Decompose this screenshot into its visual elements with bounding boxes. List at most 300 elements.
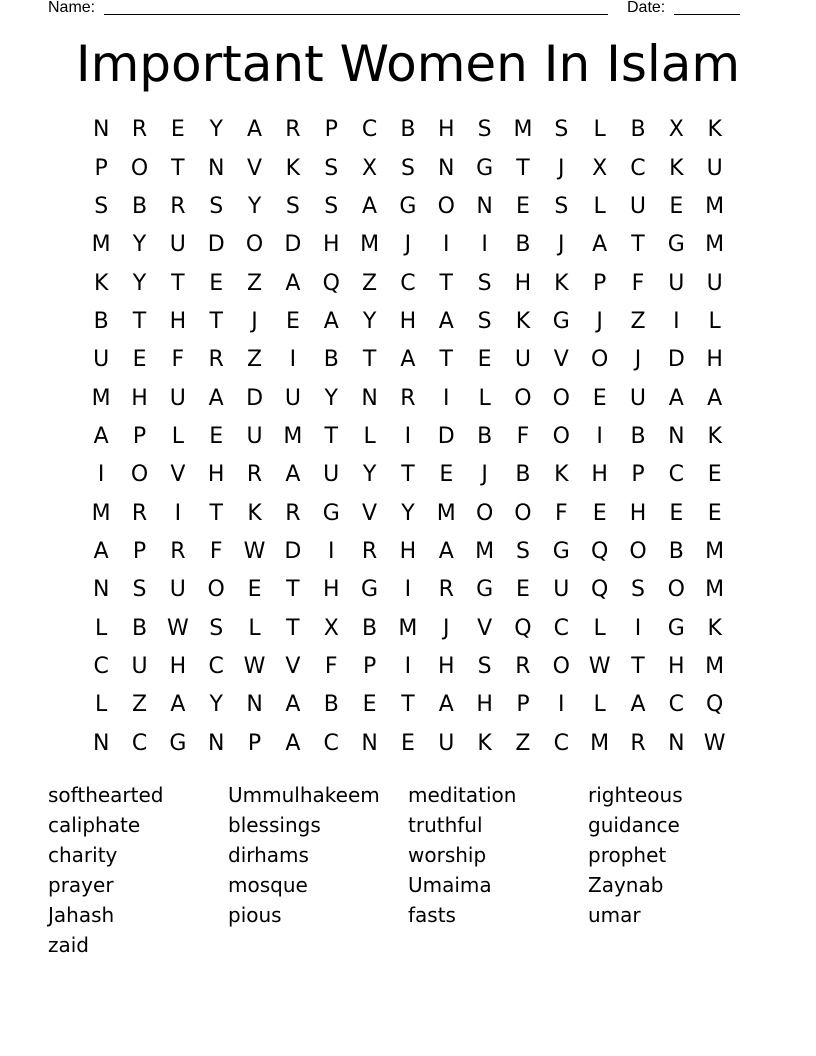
letter-grid xyxy=(82,111,734,763)
grid-letter: O xyxy=(130,462,149,488)
page-title: Important Women In Islam xyxy=(75,35,741,93)
grid-letter: U xyxy=(706,155,723,181)
grid-letter: H xyxy=(437,117,455,143)
grid-letter: X xyxy=(362,155,378,181)
grid-letter: B xyxy=(515,232,531,258)
grid-letter: N xyxy=(668,730,685,756)
grid-letter: U xyxy=(246,423,263,449)
word-list-item: prayer xyxy=(48,873,114,897)
grid-letter: M xyxy=(398,615,418,641)
grid-letter: T xyxy=(631,653,645,679)
grid-letter: P xyxy=(593,270,607,296)
grid-letter: R xyxy=(438,577,454,603)
grid-letter: L xyxy=(593,615,606,641)
grid-letter: T xyxy=(631,232,645,258)
grid-letter: N xyxy=(92,577,110,603)
word-list-item: worship xyxy=(408,843,487,867)
grid-letter: G xyxy=(399,193,417,219)
grid-letter: R xyxy=(400,385,416,411)
grid-letter: C xyxy=(553,615,569,641)
grid-letter: O xyxy=(590,347,609,373)
grid-letter: Y xyxy=(401,500,415,526)
grid-letter: U xyxy=(706,270,723,296)
grid-letter: O xyxy=(437,193,455,219)
grid-letter: H xyxy=(591,462,608,488)
grid-letter: C xyxy=(630,155,646,181)
grid-letter: O xyxy=(475,500,494,526)
grid-letter: C xyxy=(208,653,224,679)
grid-letter: H xyxy=(476,692,493,718)
grid-letter: R xyxy=(131,500,148,526)
grid-letter: G xyxy=(169,730,187,756)
grid-letter: A xyxy=(668,385,684,411)
grid-letter: U xyxy=(629,193,647,219)
grid-letter: C xyxy=(553,730,569,756)
grid-letter: Z xyxy=(630,308,646,334)
grid-letter: I xyxy=(97,462,105,488)
grid-letter: M xyxy=(705,653,725,679)
word-list-item: guidance xyxy=(588,813,680,837)
grid-letter: M xyxy=(360,232,380,258)
grid-letter: I xyxy=(634,615,642,641)
grid-letter: V xyxy=(170,462,186,488)
grid-letter: K xyxy=(707,117,722,143)
grid-letter: C xyxy=(361,117,378,143)
grid-letter: T xyxy=(171,270,185,296)
grid-letter: J xyxy=(596,308,603,334)
grid-letter: N xyxy=(361,730,378,756)
grid-letter: Z xyxy=(247,347,263,373)
grid-letter: E xyxy=(669,500,684,526)
grid-letter: T xyxy=(286,577,300,603)
grid-letter: C xyxy=(400,270,416,296)
grid-letter: K xyxy=(554,462,569,488)
grid-letter: L xyxy=(478,385,491,411)
grid-letter: S xyxy=(515,538,530,564)
grid-letter: F xyxy=(171,347,185,373)
grid-letter: A xyxy=(285,462,301,488)
grid-letter: R xyxy=(361,538,378,564)
grid-letter: Z xyxy=(131,692,148,718)
grid-letter: S xyxy=(477,117,492,143)
grid-letter: H xyxy=(207,462,225,488)
word-list-item: dirhams xyxy=(228,843,309,867)
grid-letter: S xyxy=(477,270,492,296)
grid-letter: I xyxy=(174,500,182,526)
grid-letter: U xyxy=(169,232,186,258)
word-list-item: Jahash xyxy=(48,903,115,927)
grid-letter: H xyxy=(322,232,340,258)
grid-letter: Y xyxy=(324,385,338,411)
grid-letter: B xyxy=(515,462,531,488)
grid-letter: D xyxy=(207,232,225,258)
grid-letter: A xyxy=(438,538,454,564)
grid-letter: J xyxy=(634,347,642,373)
grid-letter: P xyxy=(247,730,262,756)
grid-letter: C xyxy=(668,462,685,488)
grid-letter: D xyxy=(284,538,302,564)
grid-letter: L xyxy=(363,423,376,449)
grid-letter: W xyxy=(166,615,189,641)
grid-letter: N xyxy=(476,193,493,219)
grid-letter: O xyxy=(514,385,532,411)
grid-letter: J xyxy=(558,155,565,181)
grid-letter: N xyxy=(361,385,378,411)
word-list xyxy=(48,780,768,960)
grid-letter: W xyxy=(588,653,611,679)
grid-letter: V xyxy=(362,500,378,526)
grid-letter: I xyxy=(327,538,335,564)
word-list-item: charity xyxy=(48,843,118,867)
grid-letter: W xyxy=(243,653,266,679)
grid-letter: M xyxy=(705,232,725,258)
grid-letter: E xyxy=(516,577,530,603)
grid-letter: O xyxy=(552,653,570,679)
grid-letter: I xyxy=(289,347,297,373)
grid-letter: T xyxy=(171,155,185,181)
grid-letter: H xyxy=(399,308,417,334)
grid-letter: T xyxy=(286,615,300,641)
grid-letter: F xyxy=(516,423,530,449)
grid-letter: V xyxy=(285,653,301,679)
grid-letter: B xyxy=(131,615,148,641)
grid-letter: U xyxy=(323,462,340,488)
grid-letter: H xyxy=(668,653,685,679)
grid-letter: U xyxy=(668,270,685,296)
grid-letter: G xyxy=(552,538,570,564)
grid-letter: O xyxy=(667,577,685,603)
grid-letter: L xyxy=(95,615,108,641)
grid-letter: A xyxy=(285,730,301,756)
grid-letter: P xyxy=(516,692,530,718)
grid-letter: Z xyxy=(362,270,378,296)
grid-letter: N xyxy=(438,155,455,181)
grid-letter: O xyxy=(552,385,570,411)
grid-letter: L xyxy=(593,193,606,219)
grid-letter: A xyxy=(400,347,416,373)
date-field-line xyxy=(674,0,740,15)
grid-letter: X xyxy=(592,155,608,181)
word-list-item: pious xyxy=(228,903,282,927)
grid-letter: P xyxy=(324,117,338,143)
word-list-item: blessings xyxy=(228,813,321,837)
grid-letter: B xyxy=(668,538,684,564)
grid-letter: S xyxy=(400,155,415,181)
grid-letter: E xyxy=(477,347,492,373)
grid-letter: R xyxy=(285,117,301,143)
grid-letter: M xyxy=(590,730,610,756)
grid-letter: A xyxy=(208,385,224,411)
grid-letter: B xyxy=(323,347,339,373)
grid-letter: S xyxy=(209,615,224,641)
grid-letter: I xyxy=(404,653,412,679)
grid-letter: U xyxy=(169,385,186,411)
grid-letter: E xyxy=(516,193,530,219)
grid-letter: T xyxy=(209,308,223,334)
grid-letter: K xyxy=(93,270,109,296)
grid-letter: Z xyxy=(515,730,531,756)
grid-letter: G xyxy=(476,577,494,603)
grid-letter: Y xyxy=(132,232,147,258)
grid-letter: B xyxy=(323,692,339,718)
grid-letter: K xyxy=(707,423,722,449)
grid-letter: S xyxy=(132,577,147,603)
grid-letter: E xyxy=(592,500,607,526)
grid-letter: H xyxy=(437,653,455,679)
grid-letter: T xyxy=(439,270,453,296)
grid-letter: H xyxy=(169,308,187,334)
date-label: Date: xyxy=(627,0,666,16)
grid-letter: F xyxy=(631,270,645,296)
grid-letter: Q xyxy=(590,577,609,603)
grid-letter: H xyxy=(514,270,532,296)
grid-letter: R xyxy=(131,117,148,143)
grid-letter: C xyxy=(93,653,109,679)
grid-letter: A xyxy=(362,193,378,219)
word-list-item: caliphate xyxy=(48,813,141,837)
grid-letter: B xyxy=(477,423,493,449)
grid-letter: H xyxy=(169,653,187,679)
grid-letter: T xyxy=(516,155,530,181)
grid-letter: E xyxy=(707,462,722,488)
grid-letter: U xyxy=(169,577,186,603)
grid-letter: A xyxy=(630,692,646,718)
grid-letter: I xyxy=(404,423,412,449)
grid-letter: C xyxy=(131,730,148,756)
grid-letter: M xyxy=(436,500,456,526)
grid-letter: E xyxy=(400,730,415,756)
grid-letter: K xyxy=(554,270,569,296)
grid-letter: U xyxy=(553,577,570,603)
grid-letter: A xyxy=(93,538,109,564)
grid-letter: F xyxy=(324,653,338,679)
grid-letter: R xyxy=(208,347,224,373)
grid-letter: O xyxy=(629,538,647,564)
grid-letter: A xyxy=(247,117,263,143)
grid-letter: I xyxy=(596,423,603,449)
grid-letter: D xyxy=(284,232,302,258)
grid-letter: M xyxy=(705,193,725,219)
grid-letter: A xyxy=(170,692,186,718)
grid-letter: A xyxy=(285,270,301,296)
grid-letter: H xyxy=(629,500,647,526)
grid-letter: S xyxy=(209,193,224,219)
grid-letter: Q xyxy=(706,692,724,718)
grid-letter: C xyxy=(668,692,685,718)
grid-letter: K xyxy=(477,730,492,756)
grid-letter: K xyxy=(515,308,531,334)
grid-letter: N xyxy=(207,155,225,181)
grid-letter: N xyxy=(92,730,110,756)
grid-letter: S xyxy=(631,577,645,603)
grid-letter: I xyxy=(443,232,450,258)
name-field-line xyxy=(104,0,608,15)
grid-letter: J xyxy=(404,232,412,258)
header xyxy=(48,0,740,20)
grid-letter: E xyxy=(132,347,147,373)
grid-letter: M xyxy=(91,500,111,526)
grid-letter: Y xyxy=(209,117,223,143)
grid-letter: L xyxy=(95,692,108,718)
grid-letter: E xyxy=(592,385,607,411)
grid-letter: L xyxy=(248,615,261,641)
grid-letter: Y xyxy=(362,462,377,488)
grid-letter: E xyxy=(247,577,262,603)
grid-letter: U xyxy=(284,385,301,411)
grid-letter: O xyxy=(130,155,149,181)
word-list-item: righteous xyxy=(588,783,683,807)
grid-letter: R xyxy=(246,462,263,488)
grid-letter: R xyxy=(285,500,301,526)
grid-letter: G xyxy=(476,155,494,181)
grid-letter: M xyxy=(91,385,111,411)
grid-letter: M xyxy=(91,232,111,258)
grid-letter: T xyxy=(324,423,338,449)
grid-letter: R xyxy=(170,193,186,219)
grid-letter: P xyxy=(132,423,147,449)
grid-letter: N xyxy=(246,692,263,718)
grid-letter: Z xyxy=(247,270,263,296)
word-list-item: Ummulhakeem xyxy=(228,783,380,807)
grid-letter: G xyxy=(667,615,685,641)
grid-letter: J xyxy=(251,308,258,334)
grid-letter: E xyxy=(707,500,722,526)
grid-letter: M xyxy=(513,117,533,143)
grid-letter: M xyxy=(475,538,495,564)
grid-letter: R xyxy=(630,730,646,756)
grid-letter: E xyxy=(285,308,300,334)
grid-letter: I xyxy=(443,385,450,411)
grid-letter: B xyxy=(630,423,646,449)
grid-letter: A xyxy=(285,692,301,718)
grid-letter: V xyxy=(247,155,263,181)
grid-letter: P xyxy=(132,538,147,564)
grid-letter: S xyxy=(94,193,109,219)
grid-letter: P xyxy=(631,462,645,488)
grid-letter: I xyxy=(404,577,412,603)
grid-letter: F xyxy=(209,538,223,564)
grid-letter: N xyxy=(92,117,110,143)
grid-letter: A xyxy=(438,308,454,334)
grid-letter: K xyxy=(285,155,301,181)
word-list-item: fasts xyxy=(408,903,456,927)
grid-letter: U xyxy=(438,730,455,756)
grid-letter: O xyxy=(207,577,225,603)
grid-letter: V xyxy=(477,615,493,641)
grid-letter: B xyxy=(93,308,109,334)
grid-letter: W xyxy=(703,730,726,756)
grid-letter: W xyxy=(243,538,266,564)
grid-letter: G xyxy=(667,232,685,258)
grid-letter: B xyxy=(362,615,378,641)
grid-letter: U xyxy=(514,347,531,373)
grid-letter: E xyxy=(209,423,224,449)
grid-letter: H xyxy=(706,347,723,373)
grid-letter: E xyxy=(170,117,185,143)
grid-letter: Y xyxy=(247,193,262,219)
word-list-item: prophet xyxy=(588,843,667,867)
grid-letter: T xyxy=(439,347,453,373)
grid-letter: A xyxy=(592,232,608,258)
grid-letter: M xyxy=(705,577,725,603)
word-list-item: umar xyxy=(588,903,641,927)
grid-letter: O xyxy=(514,500,532,526)
grid-letter: D xyxy=(437,423,455,449)
grid-letter: N xyxy=(207,730,225,756)
grid-letter: D xyxy=(246,385,264,411)
grid-letter: B xyxy=(131,193,148,219)
grid-letter: Q xyxy=(514,615,532,641)
grid-letter: J xyxy=(481,462,488,488)
grid-letter: T xyxy=(132,308,147,334)
grid-letter: I xyxy=(558,692,565,718)
grid-letter: V xyxy=(553,347,569,373)
grid-letter: M xyxy=(283,423,303,449)
grid-letter: E xyxy=(362,692,377,718)
grid-letter: P xyxy=(362,653,377,679)
grid-letter: F xyxy=(554,500,568,526)
grid-letter: X xyxy=(668,117,684,143)
grid-letter: L xyxy=(171,423,184,449)
grid-letter: G xyxy=(552,308,570,334)
grid-letter: Q xyxy=(590,538,609,564)
grid-letter: S xyxy=(554,193,569,219)
grid-letter: H xyxy=(399,538,417,564)
grid-letter: L xyxy=(708,308,721,334)
grid-letter: O xyxy=(245,232,264,258)
grid-letter: J xyxy=(558,232,565,258)
grid-letter: T xyxy=(401,462,415,488)
word-list-item: truthful xyxy=(408,813,483,837)
grid-letter: S xyxy=(477,308,492,334)
grid-letter: H xyxy=(131,385,148,411)
word-list-item: softhearted xyxy=(48,783,164,807)
grid-letter: J xyxy=(443,615,450,641)
grid-letter: K xyxy=(669,155,684,181)
word-list-item: zaid xyxy=(48,933,90,957)
grid-letter: E xyxy=(439,462,454,488)
grid-letter: I xyxy=(673,308,680,334)
grid-letter: S xyxy=(324,155,339,181)
grid-letter: C xyxy=(323,730,339,756)
grid-letter: E xyxy=(669,193,684,219)
grid-letter: Y xyxy=(132,270,147,296)
grid-letter: R xyxy=(515,653,531,679)
grid-letter: L xyxy=(593,692,606,718)
grid-letter: P xyxy=(94,155,108,181)
word-list-item: meditation xyxy=(408,783,517,807)
grid-letter: R xyxy=(170,538,186,564)
grid-letter: S xyxy=(477,653,492,679)
grid-letter: G xyxy=(361,577,379,603)
grid-letter: Y xyxy=(362,308,377,334)
grid-letter: U xyxy=(93,347,110,373)
grid-letter: G xyxy=(322,500,340,526)
grid-letter: L xyxy=(593,117,606,143)
grid-letter: Q xyxy=(322,270,340,296)
grid-letter: S xyxy=(324,193,339,219)
grid-letter: N xyxy=(668,423,685,449)
grid-letter: K xyxy=(707,615,722,641)
grid-letter: O xyxy=(552,423,570,449)
grid-letter: Y xyxy=(209,692,223,718)
grid-letter: A xyxy=(323,308,339,334)
name-label: Name: xyxy=(48,0,96,16)
grid-letter: S xyxy=(554,117,569,143)
grid-letter: I xyxy=(481,232,488,258)
word-list-item: Zaynab xyxy=(588,873,664,897)
grid-letter: A xyxy=(93,423,109,449)
